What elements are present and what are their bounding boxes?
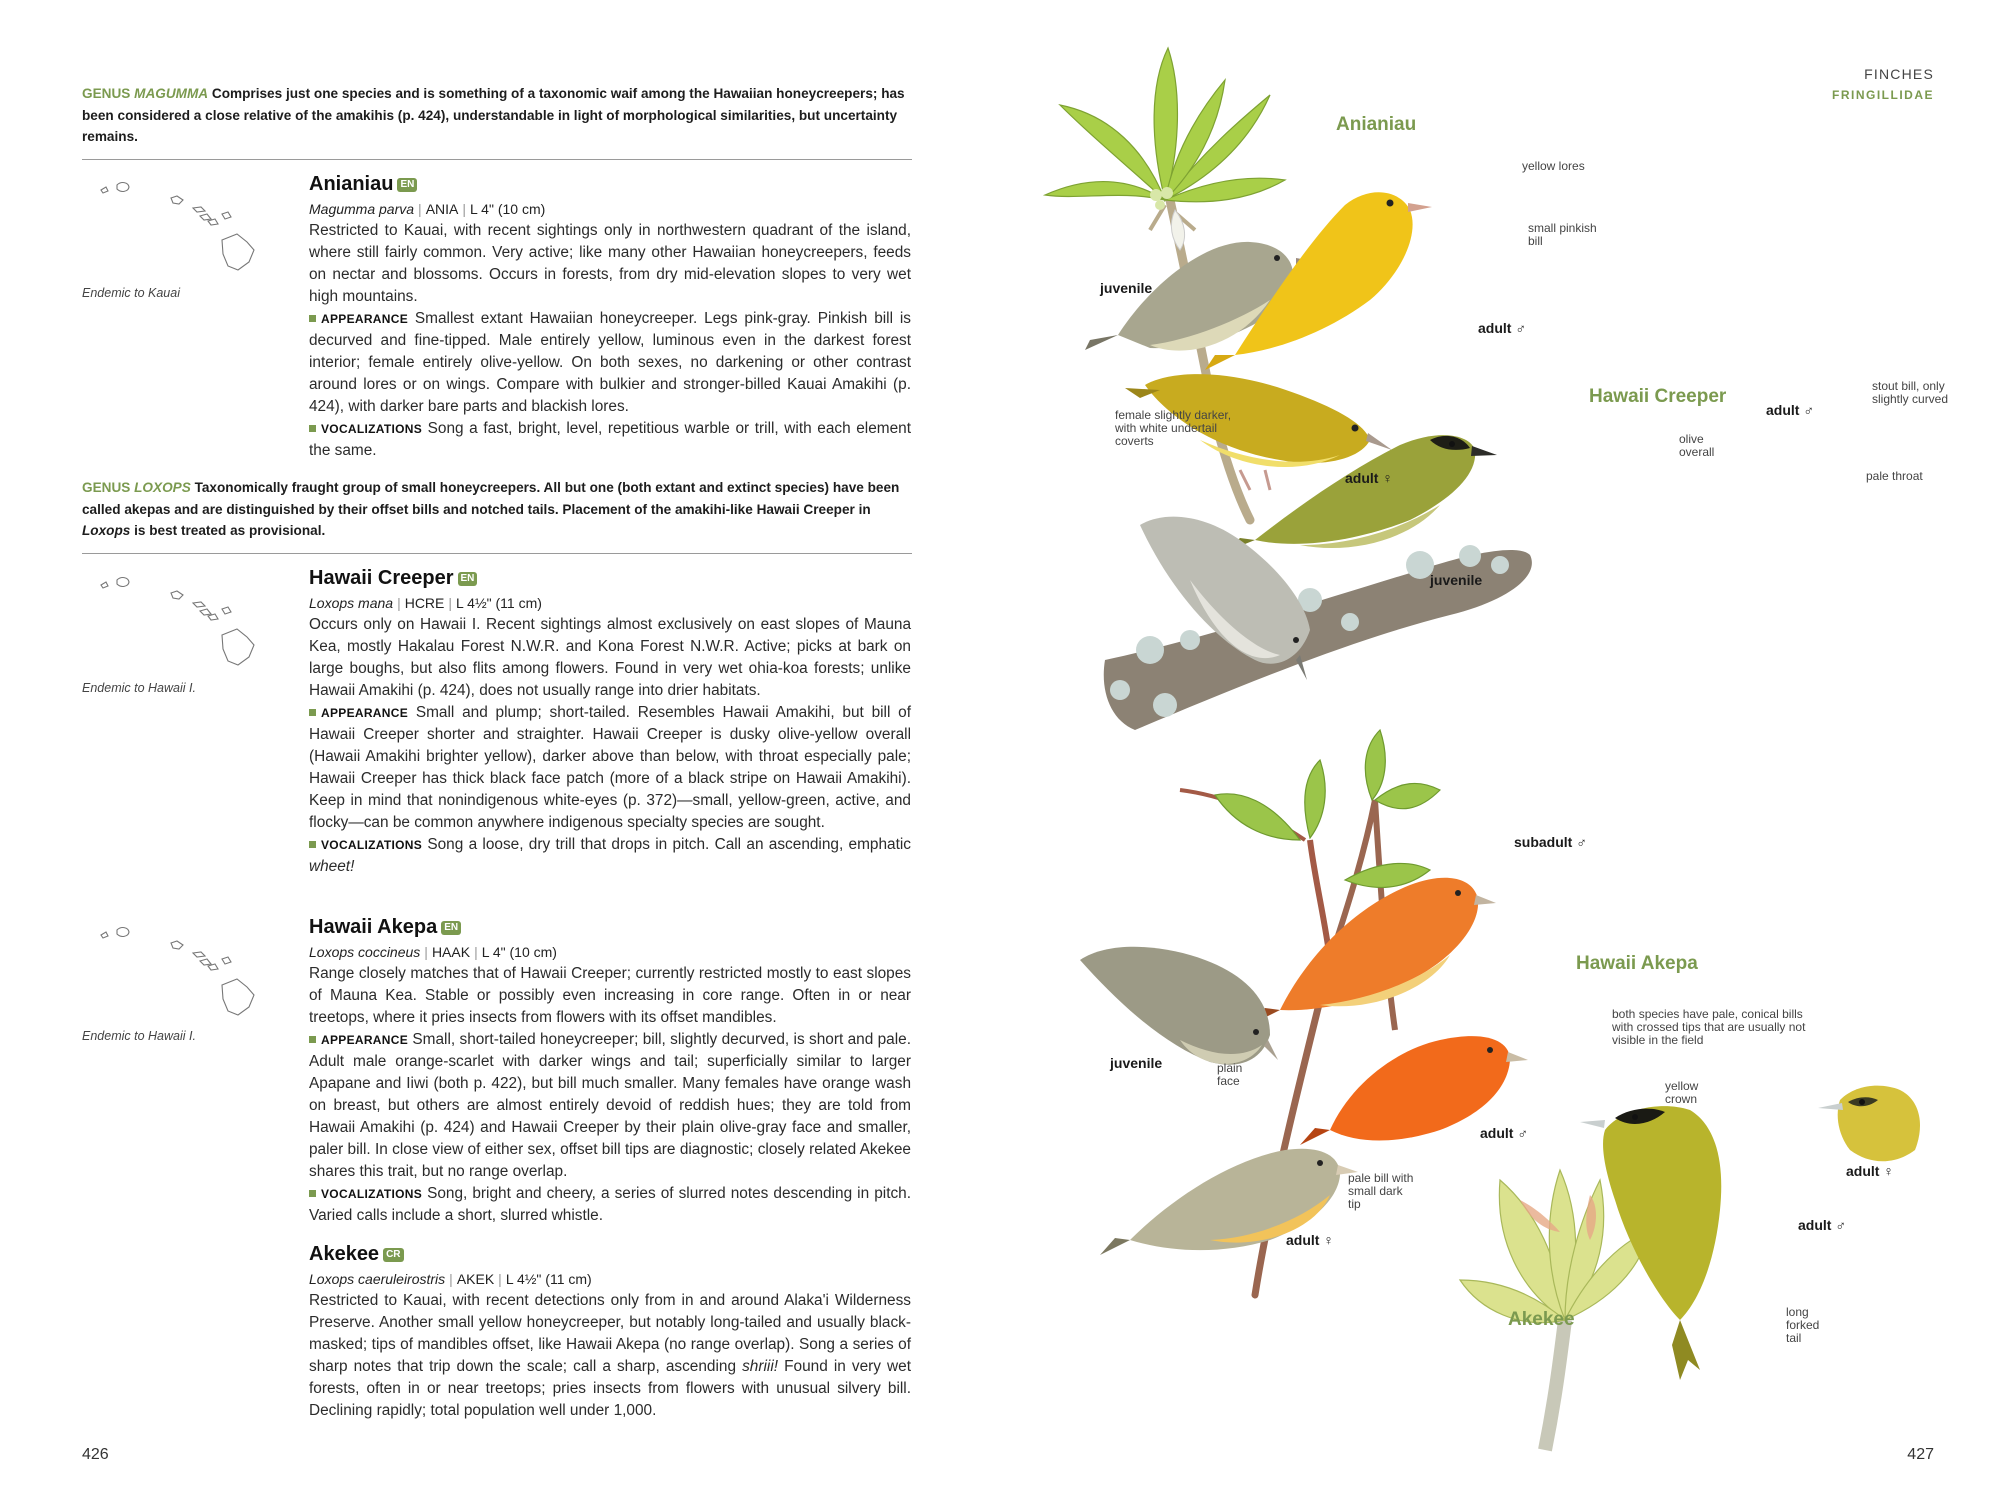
hawaii-islands-map-icon bbox=[97, 571, 267, 671]
right-page bbox=[1000, 0, 2000, 1500]
label-juvenile: juvenile bbox=[1110, 1055, 1163, 1071]
label-adult-male: adult ♂ bbox=[1798, 1217, 1846, 1233]
species-description: Range closely matches that of Hawaii Creeper; currently restricted mostly to east slopes of Mauna Kea. Stable or possibly even increasing in core range. Often in or near treetops, where it pries insects from flowers with its offset mandibles. bbox=[309, 965, 911, 1026]
plate-title-hawaii-creeper: Hawaii Creeper bbox=[1589, 386, 1727, 407]
akepa-plate-art bbox=[1080, 730, 1528, 1295]
genus-magumma-intro: GENUS MAGUMMA Comprises just one species and is something of a taxonomic waif among the Hawaiian honeycreepers; has been considered a close relative of the amakihis (p. 424), understandable in light of morphological similarities, but uncertainty remains. bbox=[82, 86, 905, 144]
species-title: Anianiau EN bbox=[309, 170, 911, 198]
section-divider bbox=[82, 159, 912, 160]
akekee-plate-art bbox=[1460, 1086, 1920, 1450]
running-header-scientific: FRINGILLIDAE bbox=[1832, 88, 1934, 102]
status-badge: CR bbox=[383, 1248, 403, 1262]
status-badge: EN bbox=[397, 178, 417, 192]
note-olive-overall: olive overall bbox=[1679, 432, 1715, 459]
status-badge: EN bbox=[458, 572, 478, 586]
note-stout-bill: stout bill, only slightly curved bbox=[1872, 379, 1949, 406]
species-title: Hawaii Creeper EN bbox=[309, 564, 911, 592]
species-description: Restricted to Kauai, with recent detections only from in and around Alaka'i Wilderness Preserve. Another small yellow honeycreeper, but notably long-tailed and usually black-masked; tips of mandibles offset, like Hawaii Akepa (no range overlap). Song a series of sharp notes that trip down the scale; call a sharp, ascending shriii! Found in very wet forests, often in or near treetops; pries insects from flowers with unusual silvery bill. Declining rapidly; total population well under 1,000. bbox=[309, 1292, 912, 1419]
species-entry-anianiau bbox=[309, 170, 911, 462]
note-yellow-lores: yellow lores bbox=[1522, 159, 1585, 173]
plate-title-hawaii-akepa: Hawaii Akepa bbox=[1576, 953, 1698, 974]
status-badge: EN bbox=[441, 921, 461, 935]
note-pale-throat: pale throat bbox=[1866, 469, 1923, 483]
label-adult-female: adult ♀ bbox=[1286, 1232, 1334, 1248]
hawaii-islands-map-icon bbox=[97, 176, 267, 276]
label-juvenile: juvenile bbox=[1430, 572, 1483, 588]
genus-loxops-intro: GENUS LOXOPS Taxonomically fraught group of small honeycreepers. All but one (both extant and extinct species) have been called akepas and are distinguished by their offset bills and notched tails. Placement of the amakihi-like Hawaii Creeper in Loxops is best treated as provisional. bbox=[82, 480, 900, 538]
label-adult-male: adult ♂ bbox=[1766, 402, 1814, 418]
species-entry-hawaii-akepa bbox=[309, 913, 911, 1227]
label-juvenile: juvenile bbox=[1100, 280, 1153, 296]
note-long-forked-tail: long forked tail bbox=[1786, 1305, 1820, 1345]
note-small-pinkish-bill: small pinkish bill bbox=[1528, 221, 1597, 248]
range-map-anianiau: Endemic to Kauai bbox=[82, 176, 282, 316]
note-conical-bills: both species have pale, conical bills with crossed tips that are usually not visible in the field bbox=[1612, 1007, 1806, 1047]
note-yellow-crown: yellow crown bbox=[1665, 1079, 1699, 1106]
species-meta: Loxops caeruleirostris | AKEK | L 4½" (11 cm) bbox=[309, 1271, 592, 1287]
page-number: 427 bbox=[1907, 1446, 1934, 1463]
note-pale-bill: pale bill with small dark tip bbox=[1348, 1171, 1414, 1211]
species-entry-hawaii-creeper bbox=[309, 564, 911, 878]
page-number: 426 bbox=[82, 1446, 109, 1463]
section-divider bbox=[82, 553, 912, 554]
label-adult-male: adult ♂ bbox=[1480, 1125, 1528, 1141]
species-title: Akekee CR bbox=[309, 1240, 911, 1268]
vocalizations-paragraph: VOCALIZATIONS Song, bright and cheery, a series of slurred notes descending in pitch. Varied calls include a short, slurred whistle. bbox=[309, 1185, 911, 1224]
label-subadult-male: subadult ♂ bbox=[1514, 834, 1587, 850]
note-female-darker: female slightly darker, with white undertail coverts bbox=[1115, 408, 1232, 448]
range-map-hawaii-akepa: Endemic to Hawaii I. bbox=[82, 921, 282, 1061]
note-plain-face: plain face bbox=[1217, 1061, 1243, 1088]
species-meta: Magumma parva | ANIA | L 4" (10 cm) bbox=[309, 201, 546, 217]
vocalizations-paragraph: VOCALIZATIONS Song a loose, dry trill that drops in pitch. Call an ascending, emphatic wheet! bbox=[309, 836, 912, 875]
vocalizations-paragraph: VOCALIZATIONS Song a fast, bright, level, repetitious warble or trill, with each element the same. bbox=[309, 420, 911, 459]
label-adult-male: adult ♂ bbox=[1478, 320, 1526, 336]
plate-illustrations bbox=[1000, 0, 2000, 1500]
appearance-paragraph: APPEARANCE Small and plump; short-tailed. Resembles Hawaii Amakihi, but bill of Hawaii Creeper shorter and straighter. Hawaii Creeper is dusky olive-yellow overall (Hawaii Amakihi brighter yellow), darker above than below, with throat especially pale; Hawaii Creeper has thick black face patch (more of a black stripe on Hawaii Amakihi). Keep in mind that nonindigenous white-eyes (p. 372)—small, yellow-green, active, and flocky—can be common anywhere indigenous specialty species are sought. bbox=[309, 704, 912, 831]
species-description: Occurs only on Hawaii I. Recent sightings almost exclusively on east slopes of Mauna Kea, mostly Hakalau Forest N.W.R. and Kona Forest N.W.R. Active; picks at bark on large boughs, but also flits among flowers. Found in very wet ohia-koa forests; unlike Hawaii Amakihi (p. 424), does not usually range into drier habitats. bbox=[309, 616, 911, 699]
label-adult-female: adult ♀ bbox=[1345, 470, 1393, 486]
label-adult-female: adult ♀ bbox=[1846, 1163, 1894, 1179]
hawaii-islands-map-icon bbox=[97, 921, 267, 1021]
species-description: Restricted to Kauai, with recent sightings only in northwestern quadrant of the island, where still fairly common. Very active; like many other Hawaiian honeycreepers, feeds on nectar and blossoms. Occurs in forests, from dry mid-elevation slopes to very wet high mountains. bbox=[309, 222, 911, 305]
plate-title-akekee: Akekee bbox=[1508, 1309, 1575, 1330]
running-header-family: FINCHES bbox=[1864, 66, 1934, 82]
appearance-paragraph: APPEARANCE Small, short-tailed honeycreeper; bill, slightly decurved, is short and pale. Adult male orange-scarlet with darker wings and tail; superficially similar to larger Apapane and Iiwi (both p. 422), but bill much smaller. Many females have orange wash on breast, but others are almost entirely devoid of reddish hues; they are told from Hawaii Amakihi (p. 424) and Hawaii Creeper by their plain olive-gray face and smaller, paler bill. In close view of either sex, offset bill tips are diagnostic; closely related Akekee shares this trait, but no range overlap. bbox=[309, 1031, 911, 1180]
species-meta: Loxops coccineus | HAAK | L 4" (10 cm) bbox=[309, 944, 557, 960]
range-map-hawaii-creeper: Endemic to Hawaii I. bbox=[82, 571, 282, 711]
species-title: Hawaii Akepa EN bbox=[309, 913, 911, 941]
species-entry-akekee bbox=[309, 1240, 911, 1422]
species-meta: Loxops mana | HCRE | L 4½" (11 cm) bbox=[309, 595, 542, 611]
plate-title-anianiau: Anianiau bbox=[1336, 114, 1417, 135]
appearance-paragraph: APPEARANCE Smallest extant Hawaiian honeycreeper. Legs pink-gray. Pinkish bill is decurved and fine-tipped. Male entirely yellow, luminous even in the darkest forest interior; female entirely olive-yellow. On both sexes, no darkening or other contrast around lores or on wings. Compare with bulkier and stronger-billed Kauai Amakihi (p. 424), with darker bare parts and blackish lores. bbox=[309, 310, 911, 415]
